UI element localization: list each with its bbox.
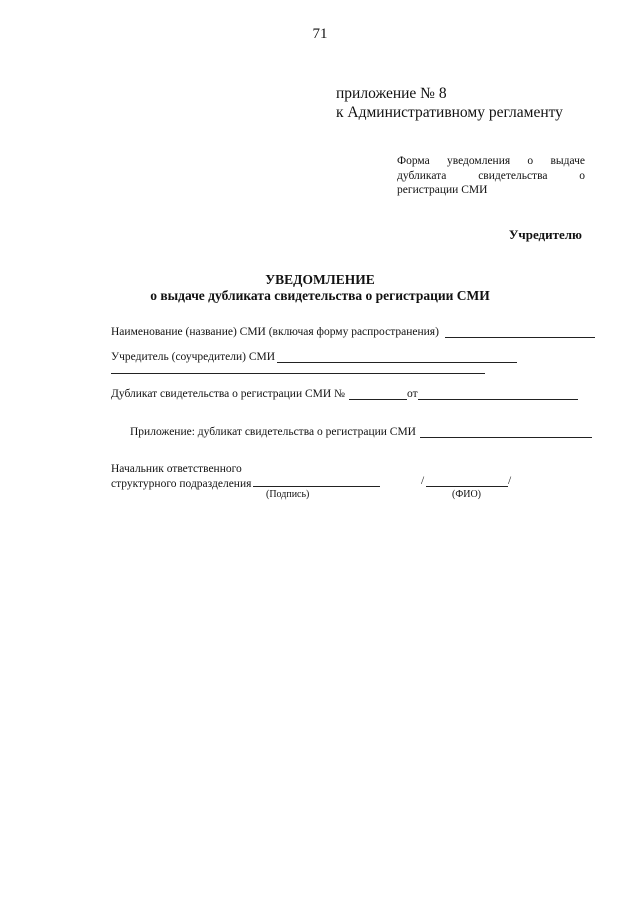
- page-number: 71: [312, 26, 328, 42]
- form-description-line-2: [397, 169, 585, 184]
- appendix-line-2: к Административному регламенту: [336, 104, 563, 121]
- form-desc-word: уведомления: [446, 155, 511, 167]
- document-subtitle: о выдаче дубликата свидетельства о регистрации СМИ: [150, 288, 490, 303]
- attachment-field: [130, 426, 592, 438]
- fio-caption: (ФИО): [452, 489, 482, 500]
- media-name-field: [111, 326, 595, 338]
- form-desc-word: выдаче: [550, 155, 585, 167]
- form-description-line-3: регистрации СМИ: [397, 184, 488, 196]
- founder-blank[interactable]: [277, 351, 517, 363]
- duplicate-date-blank[interactable]: [418, 388, 578, 400]
- signature-caption: (Подпись): [266, 489, 310, 500]
- founder-label: Учредитель (соучредители) СМИ: [111, 351, 276, 363]
- form-desc-word: о: [579, 169, 585, 182]
- founder-field: [111, 351, 517, 363]
- form-description-line-1: [397, 154, 585, 169]
- position-line-1: Начальник ответственного: [111, 463, 242, 475]
- recipient: Учредителю: [508, 227, 582, 242]
- duplicate-number-blank[interactable]: [349, 388, 407, 400]
- position-line-2: структурного подразделения: [111, 477, 252, 490]
- signatory-position: [111, 462, 251, 491]
- signature-blank[interactable]: [253, 486, 380, 487]
- appendix-line-1: приложение № 8: [336, 85, 447, 102]
- document-title: УВЕДОМЛЕНИЕ: [265, 272, 375, 287]
- duplicate-field: [111, 388, 578, 400]
- form-desc-word: о: [527, 155, 534, 167]
- fio-slash-right: /: [508, 475, 512, 487]
- media-name-blank[interactable]: [445, 326, 595, 338]
- form-description: [397, 154, 585, 198]
- form-desc-word: свидетельства: [478, 169, 548, 182]
- fio-slash-left: /: [421, 475, 425, 487]
- founder-blank-continuation[interactable]: [111, 373, 485, 374]
- fio-blank[interactable]: [426, 486, 508, 487]
- attachment-blank[interactable]: [420, 426, 592, 438]
- form-desc-word: Форма: [397, 155, 430, 167]
- attachment-label: Приложение: дубликат свидетельства о регистрации СМИ: [130, 426, 416, 438]
- form-desc-word: дубликата: [397, 169, 447, 182]
- duplicate-from-label: от: [407, 388, 418, 400]
- media-name-label: Наименование (название) СМИ (включая форму распространения): [111, 326, 439, 338]
- duplicate-label: Дубликат свидетельства о регистрации СМИ №: [111, 388, 346, 400]
